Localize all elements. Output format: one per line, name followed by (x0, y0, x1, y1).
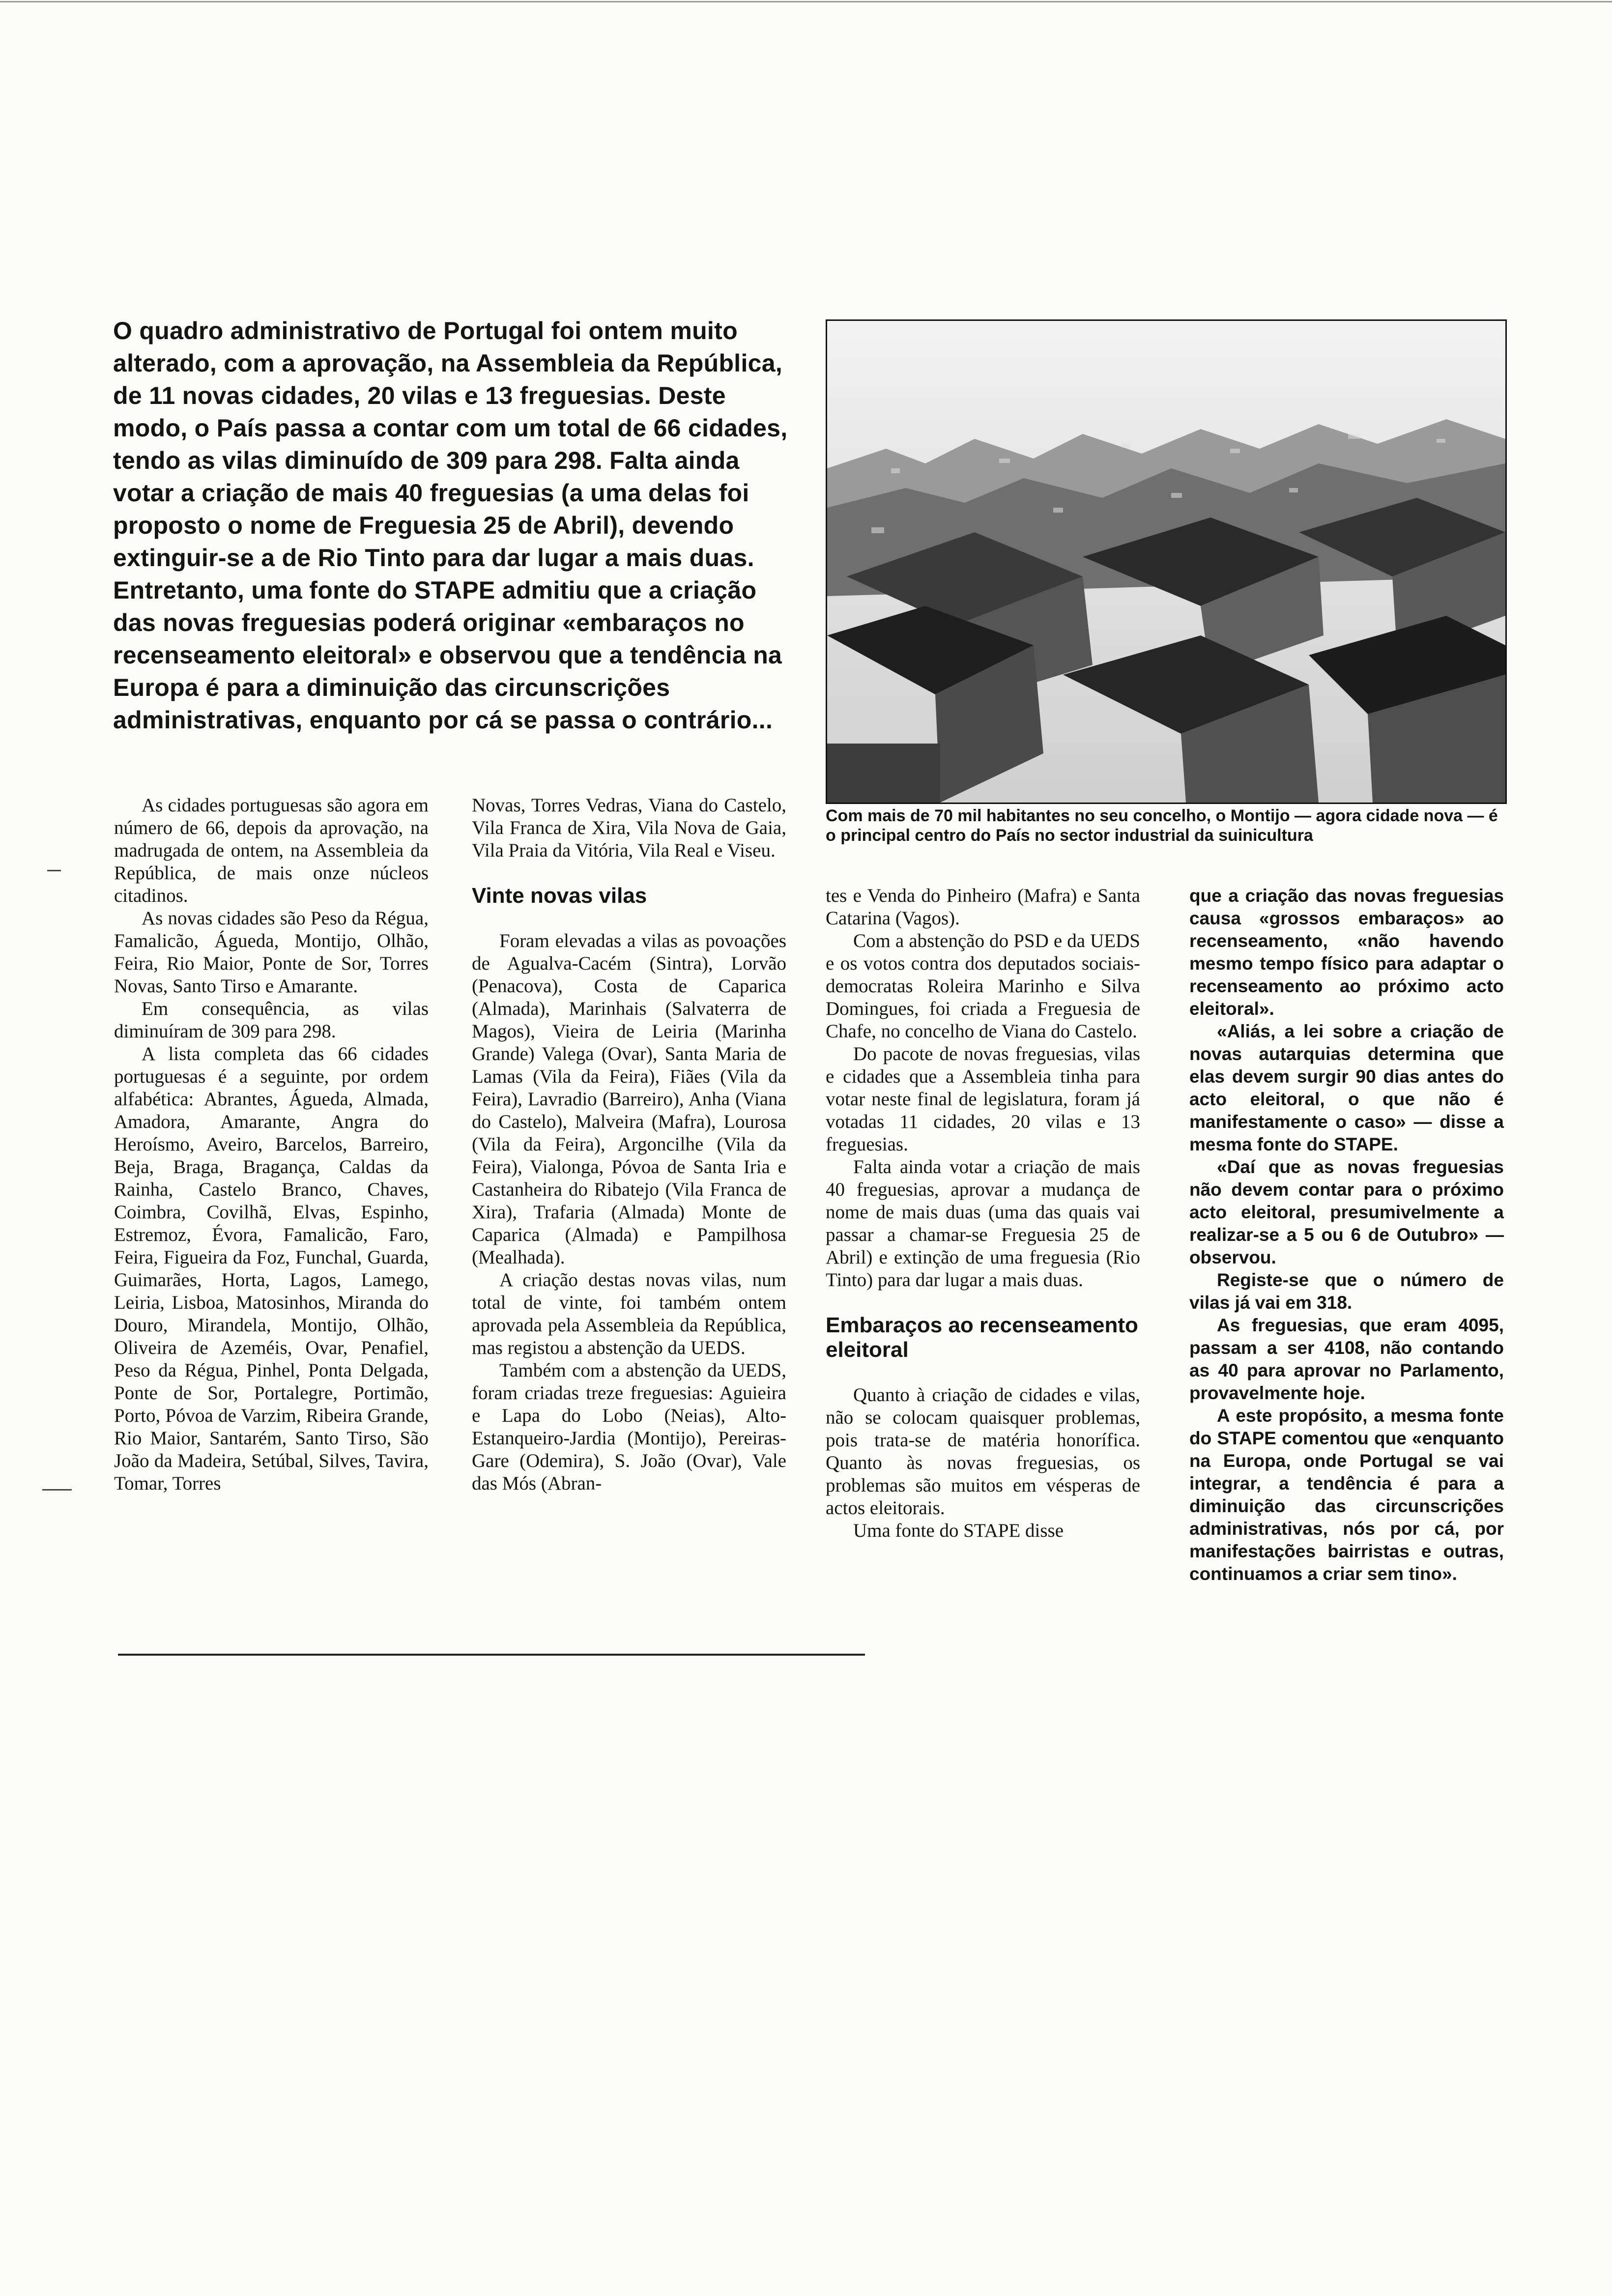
article-lead: O quadro administrativo de Portugal foi ontem muito alterado, com a aprovação, na Assembleia da República, de 11 novas cidades, 20 vilas e 13 freguesias. Deste modo, o País passa a contar com um total de 66 cidades, tendo as vilas diminuído de 309 para 298. Falta ainda votar a criação de mais 40 freguesias (a uma delas foi proposto o nome de Freguesia 25 de Abril), devendo extinguir-se a de Rio Tinto para dar lugar a mais duas. Entretanto, uma fonte do STAPE admitiu que a criação das novas freguesias poderá originar «embaraços no recenseamento eleitoral» e observou que a tendência na Europa é para a diminuição das circunscrições administrativas, enquanto por cá se passa o contrário... (113, 317, 788, 734)
col2-paragraph: Também com a abstenção da UEDS, foram criadas treze freguesias: Aguieira e Lapa do Lobo (Neias), Alto-Estanqueiro-Jardia (Montijo), Pereiras-Gare (Odemira), S. João (Ovar), Vale das Mós (Abran- (472, 1360, 786, 1494)
top-rule (0, 1, 1612, 2)
margin-mark (42, 1489, 72, 1491)
col4-paragraph: «Daí que as novas freguesias não devem contar para o próximo acto eleitoral, presumivelmente a realizar-se a 5 ou 6 de Outubro» — observou. (1189, 1157, 1504, 1267)
section-heading-vinte-novas-vilas: Vinte novas vilas (472, 884, 647, 908)
col1-paragraph: Em consequência, as vilas diminuíram de 309 para 298. (114, 998, 429, 1042)
col4-paragraph: que a criação das novas freguesias causa «grossos embaraços» ao recenseamento, «não havendo mesmo tempo físico para adaptar o recenseamento ao próximo acto eleitoral». (1189, 886, 1504, 1019)
bottom-rule (118, 1654, 865, 1656)
col1-paragraph: As novas cidades são Peso da Régua, Famalicão, Águeda, Montijo, Olhão, Feira, Rio Maior, Ponte de Sor, Torres Novas, Santo Tirso e Amarante. (114, 908, 429, 997)
col1-paragraph: As cidades portuguesas são agora em número de 66, depois da aprovação, na madrugada de ontem, na Assembleia da República, de mais onze núcleos citadinos. (114, 795, 429, 906)
col4-paragraph: «Aliás, a lei sobre a criação de novas autarquias determina que elas devem surgir 90 dias antes do acto eleitoral, o que não é manifestamente o caso» — disse a mesma fonte do STAPE. (1189, 1021, 1504, 1154)
col2-paragraph: Foram elevadas a vilas as povoações de Agualva-Cacém (Sintra), Lorvão (Penacova), Costa de Caparica (Almada), Marinhais (Salvaterra de Magos), Vieira de Leiria (Marinha Grande) Valega (Ovar), Santa Maria de Lamas (Vila da Feira), Fiães (Vila da Feira), Lavradio (Barreiro), Anha (Viana do Castelo), Malveira (Mafra), Lourosa (Vila da Feira), Argoncilhe (Vila da Feira), Vialonga, Póvoa de Santa Iria e Castanheira do Ribatejo (Vila Franca de Xira), Trafaria (Almada) Monte de Caparica (Almada) e Pampilhosa (Mealhada). (472, 930, 786, 1268)
col3-paragraph: Do pacote de novas freguesias, vilas e cidades que a Assembleia tinha para votar neste final de legislatura, foram já votadas 11 cidades, 20 vilas e 13 freguesias. (826, 1043, 1140, 1155)
col3-paragraph: Quanto à criação de cidades e vilas, não se colocam quaisquer problemas, pois trata-se de matéria honorífica. Quanto às novas freguesias, os problemas são muitos em vésperas de actos eleitorais. (826, 1384, 1140, 1519)
section-heading-embaracos: Embaraços ao recenseamento eleitoral (826, 1313, 1138, 1362)
col3-paragraph: Com a abstenção do PSD e da UEDS e os votos contra dos deputados sociais-democratas Roleira Marinho e Silva Domingues, foi criada a Freguesia de Chafe, no concelho de Viana do Castelo. (826, 930, 1140, 1042)
city-rooftops-photo-icon (827, 321, 1505, 803)
column-2 (472, 794, 786, 1495)
margin-mark (47, 870, 61, 871)
col2-paragraph: A criação destas novas vilas, num total de vinte, foi também ontem aprovada pela Assembleia da República, mas registou a abstenção da UEDS. (472, 1269, 786, 1358)
column-3 (826, 885, 1140, 1542)
col4-paragraph: Registe-se que o número de vilas já vai em 318. (1189, 1270, 1504, 1313)
col3-paragraph: Falta ainda votar a criação de mais 40 freguesias, aprovar a mudança de nome de mais duas (uma das quais vai passar a chamar-se Freguesia 25 de Abril) e extinção de uma freguesia (Rio Tinto) para dar lugar a mais duas. (826, 1156, 1140, 1291)
col3-paragraph: Uma fonte do STAPE disse (853, 1520, 1064, 1541)
col3-paragraph: tes e Venda do Pinheiro (Mafra) e Santa Catarina (Vagos). (826, 885, 1140, 929)
col1-paragraph: A lista completa das 66 cidades portuguesas é a seguinte, por ordem alfabética: Abrantes, Águeda, Almada, Amadora, Amarante, Angra do Heroísmo, Aveiro, Barcelos, Barreiro, Beja, Braga, Bragança, Caldas da Rainha, Castelo Branco, Chaves, Coimbra, Covilhã, Elvas, Espinho, Estremoz, Évora, Famalicão, Faro, Feira, Figueira da Foz, Funchal, Guarda, Guimarães, Horta, Lagos, Lamego, Leiria, Lisboa, Matosinhos, Miranda do Douro, Mirandela, Montijo, Olhão, Oliveira de Azeméis, Ovar, Penafiel, Peso da Régua, Pinhel, Ponta Delgada, Ponte de Sor, Portalegre, Portimão, Porto, Póvoa de Varzim, Ribeira Grande, Rio Maior, Santarém, Santo Tirso, São João da Madeira, Setúbal, Silves, Tavira, Tomar, Torres (114, 1043, 429, 1494)
photo-caption: Com mais de 70 mil habitantes no seu concelho, o Montijo — agora cidade nova — é o principal centro do País no sector industrial da suinicultura (826, 806, 1498, 845)
column-1 (114, 794, 429, 1495)
column-4 (1189, 885, 1504, 1585)
montijo-photo (826, 319, 1507, 804)
col2-paragraph: Novas, Torres Vedras, Viana do Castelo, Vila Franca de Xira, Vila Nova de Gaia, Vila Praia da Vitória, Vila Real e Viseu. (472, 795, 786, 861)
col4-paragraph: A este propósito, a mesma fonte do STAPE comentou que «enquanto na Europa, onde Portugal se vai integrar, a tendência é para a diminuição das circunscrições administrativas, nós por cá, por manifestações bairristas e outras, continuamos a criar sem tino». (1189, 1406, 1504, 1584)
col4-paragraph: As freguesias, que eram 4095, passam a ser 4108, não contando as 40 para aprovar no Parlamento, provavelmente hoje. (1189, 1315, 1504, 1403)
